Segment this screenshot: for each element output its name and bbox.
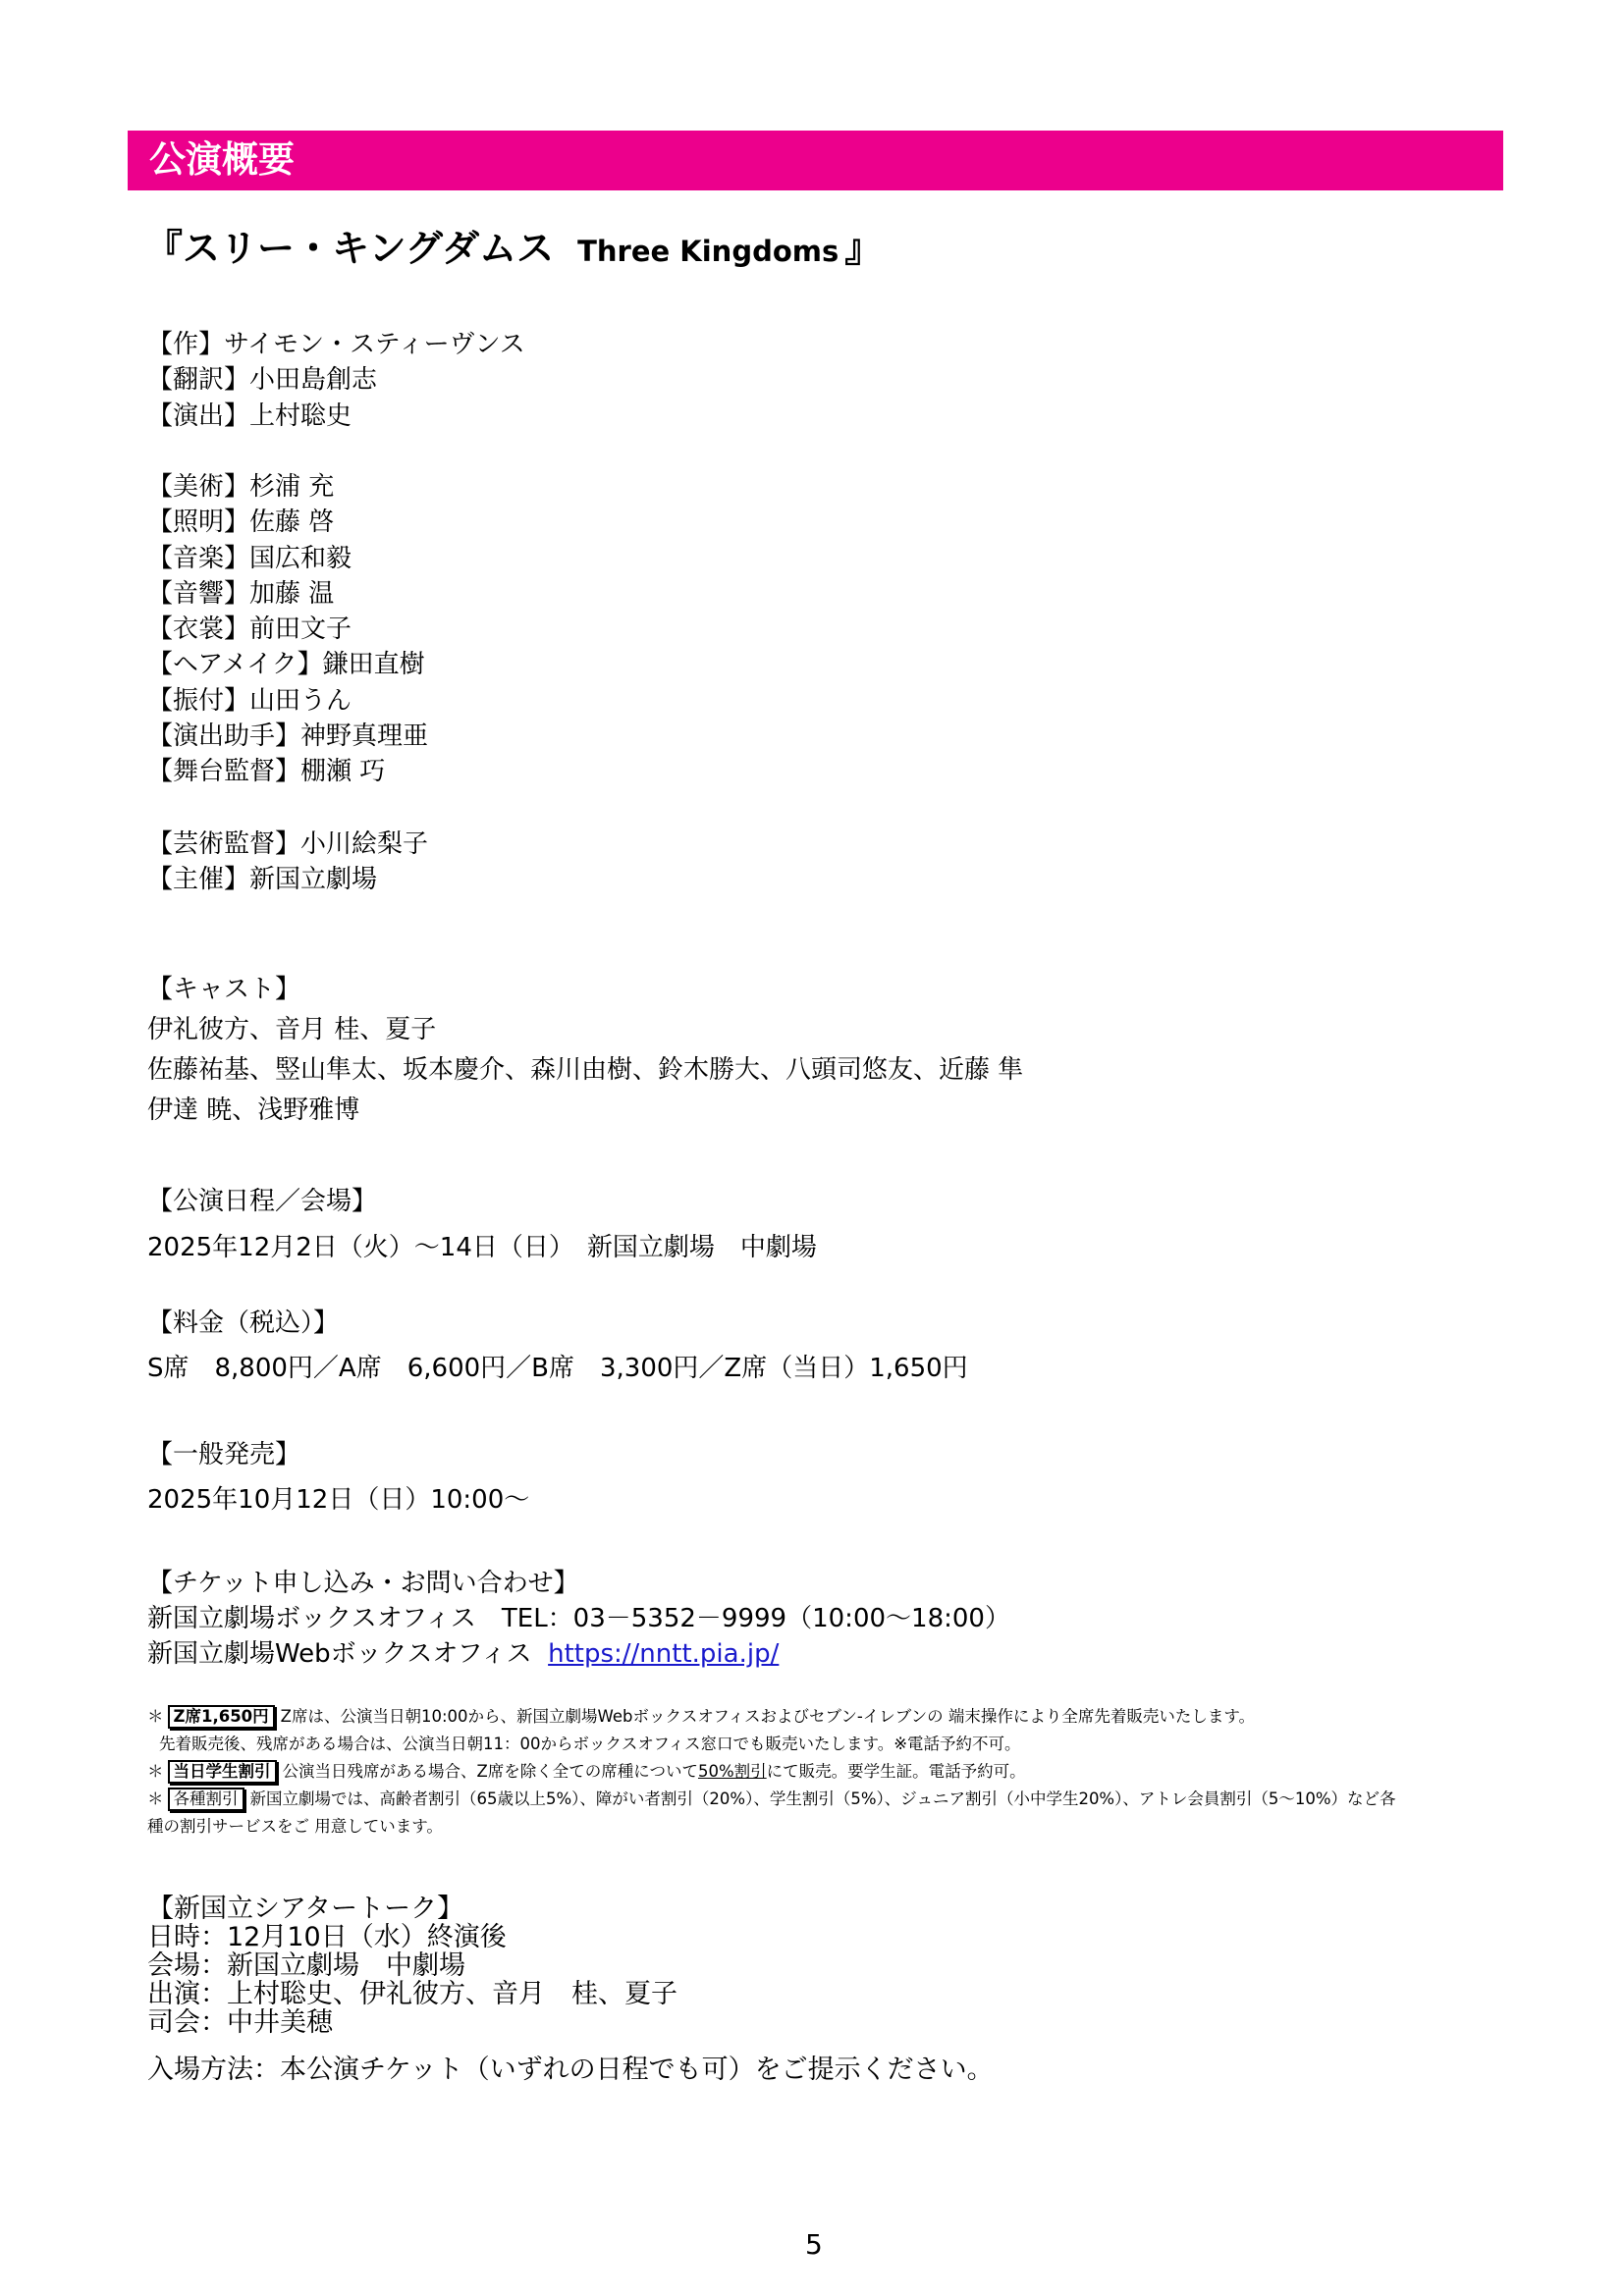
credits-staff	[147, 469, 428, 790]
credit-line: 【衣裳】前田文子	[147, 614, 352, 645]
note-various-discounts	[147, 1786, 1492, 1813]
ticket-url-link[interactable]: https://nntt.pia.jp/	[548, 1639, 780, 1669]
talk-heading: 【新国立シアタートーク】	[147, 1894, 464, 1924]
talk-entry-method: 入場方法：本公演チケット（いずれの日程でも可）をご提示ください。	[147, 2055, 994, 2085]
credit-line: 【演出】上村聡史	[147, 400, 352, 431]
cast-heading: 【キャスト】	[147, 975, 301, 1004]
sale-text: 2025年10月12日（日）10:00～	[147, 1485, 530, 1515]
cast-line: 佐藤祐基、竪山隼太、坂本慶介、森川由樹、鈴木勝大、八頭司悠友、近藤 隼	[147, 1055, 1024, 1085]
title-en: Three Kingdoms	[577, 235, 839, 268]
note-asterisk: ＊	[147, 1762, 164, 1781]
theater-talk	[147, 1895, 677, 2037]
credit-line: 【作】サイモン・スティーヴンス	[147, 330, 525, 359]
note-student-discount	[147, 1758, 1492, 1786]
sale-heading: 【一般発売】	[147, 1440, 301, 1469]
note-text: 新国立劇場では、高齢者割引（65歳以上5%）、障がい者割引（20%）、学生割引（5%）、ジュニア割引（小中学生20%）、アトレ会員割引（5～10%）など各	[249, 1789, 1396, 1808]
ticket-phone: 新国立劇場ボックスオフィス TEL：03－5352－9999（10:00～18:00）	[147, 1604, 1010, 1633]
cast-section	[147, 970, 1023, 1131]
credit-line: 【ヘアメイク】鎌田直樹	[147, 650, 425, 680]
credit-line: 【音楽】国広和毅	[147, 543, 352, 573]
section-title: 公演概要	[149, 138, 295, 181]
note-text: Z席は、公演当日朝10:00から、新国立劇場Webボックスオフィスおよびセブン-イレブンの 端末操作により全席先着販売いたします。	[280, 1707, 1256, 1726]
credit-line: 【演出助手】神野真理亜	[147, 721, 429, 752]
note-underlined-text: 50%割引	[697, 1762, 767, 1781]
note-z-seat	[147, 1703, 1492, 1731]
cast-line: 伊礼彼方、音月 桂、夏子	[147, 1015, 437, 1044]
talk-line: 会場：新国立劇場 中劇場	[147, 1950, 465, 1981]
credits-creators	[147, 327, 525, 434]
talk-line: 日時：12月10日（水）終演後	[147, 1922, 507, 1952]
talk-line: 出演：上村聡史、伊礼彼方、音月 桂、夏子	[147, 1979, 677, 2009]
note-z-seat-cont: 先着販売後、残席がある場合は、公演当日朝11：00からボックスオフィス窓口でも販売いたします。※電話予約不可。	[159, 1735, 1021, 1753]
note-various-discounts-cont: 種の割引サービスをご 用意しています。	[147, 1817, 443, 1836]
credit-line: 【舞台監督】棚瀬 巧	[147, 757, 386, 787]
credits-producer	[147, 827, 428, 898]
price-text: S席 8,800円／A席 6,600円／B席 3,300円／Z席（当日）1,650円	[147, 1354, 968, 1383]
ticket-notes	[147, 1703, 1492, 1841]
title-jp: 『スリー・キングダムス	[145, 227, 555, 270]
credit-line: 【主催】新国立劇場	[147, 865, 378, 895]
cast-line: 伊達 暁、浅野雅博	[147, 1095, 360, 1125]
note-text: にて販売。要学生証。電話予約可。	[766, 1762, 1026, 1781]
note-text: 公演当日残席がある場合、Z席を除く全ての席種について	[282, 1762, 698, 1781]
section-banner	[128, 131, 1503, 190]
z-seat-badge: Z席1,650円	[168, 1705, 275, 1729]
schedule-heading: 【公演日程／会場】	[147, 1187, 378, 1216]
title-close: 』	[844, 227, 883, 270]
ticket-heading: 【チケット申し込み・お問い合わせ】	[147, 1569, 579, 1598]
credit-line: 【美術】杉浦 充	[147, 472, 335, 502]
credit-line: 【振付】山田うん	[147, 685, 352, 716]
play-title	[145, 224, 882, 276]
various-discounts-badge: 各種割引	[168, 1788, 244, 1811]
credit-line: 【翻訳】小田島創志	[147, 365, 378, 396]
note-asterisk: ＊	[147, 1707, 164, 1726]
note-asterisk: ＊	[147, 1789, 164, 1808]
credit-line: 【照明】佐藤 啓	[147, 507, 335, 538]
talk-line: 司会：中井美穂	[147, 2007, 333, 2038]
ticket-web-label: 新国立劇場Webボックスオフィス	[147, 1639, 532, 1669]
schedule-text: 2025年12月2日（火）～14日（日） 新国立劇場 中劇場	[147, 1233, 817, 1262]
credit-line: 【音響】加藤 温	[147, 578, 335, 609]
ticket-web	[147, 1637, 779, 1671]
student-discount-badge: 当日学生割引	[168, 1760, 277, 1784]
credit-line: 【芸術監督】小川絵梨子	[147, 829, 429, 859]
page-number: 5	[805, 2228, 823, 2261]
price-heading: 【料金（税込）】	[147, 1308, 340, 1338]
